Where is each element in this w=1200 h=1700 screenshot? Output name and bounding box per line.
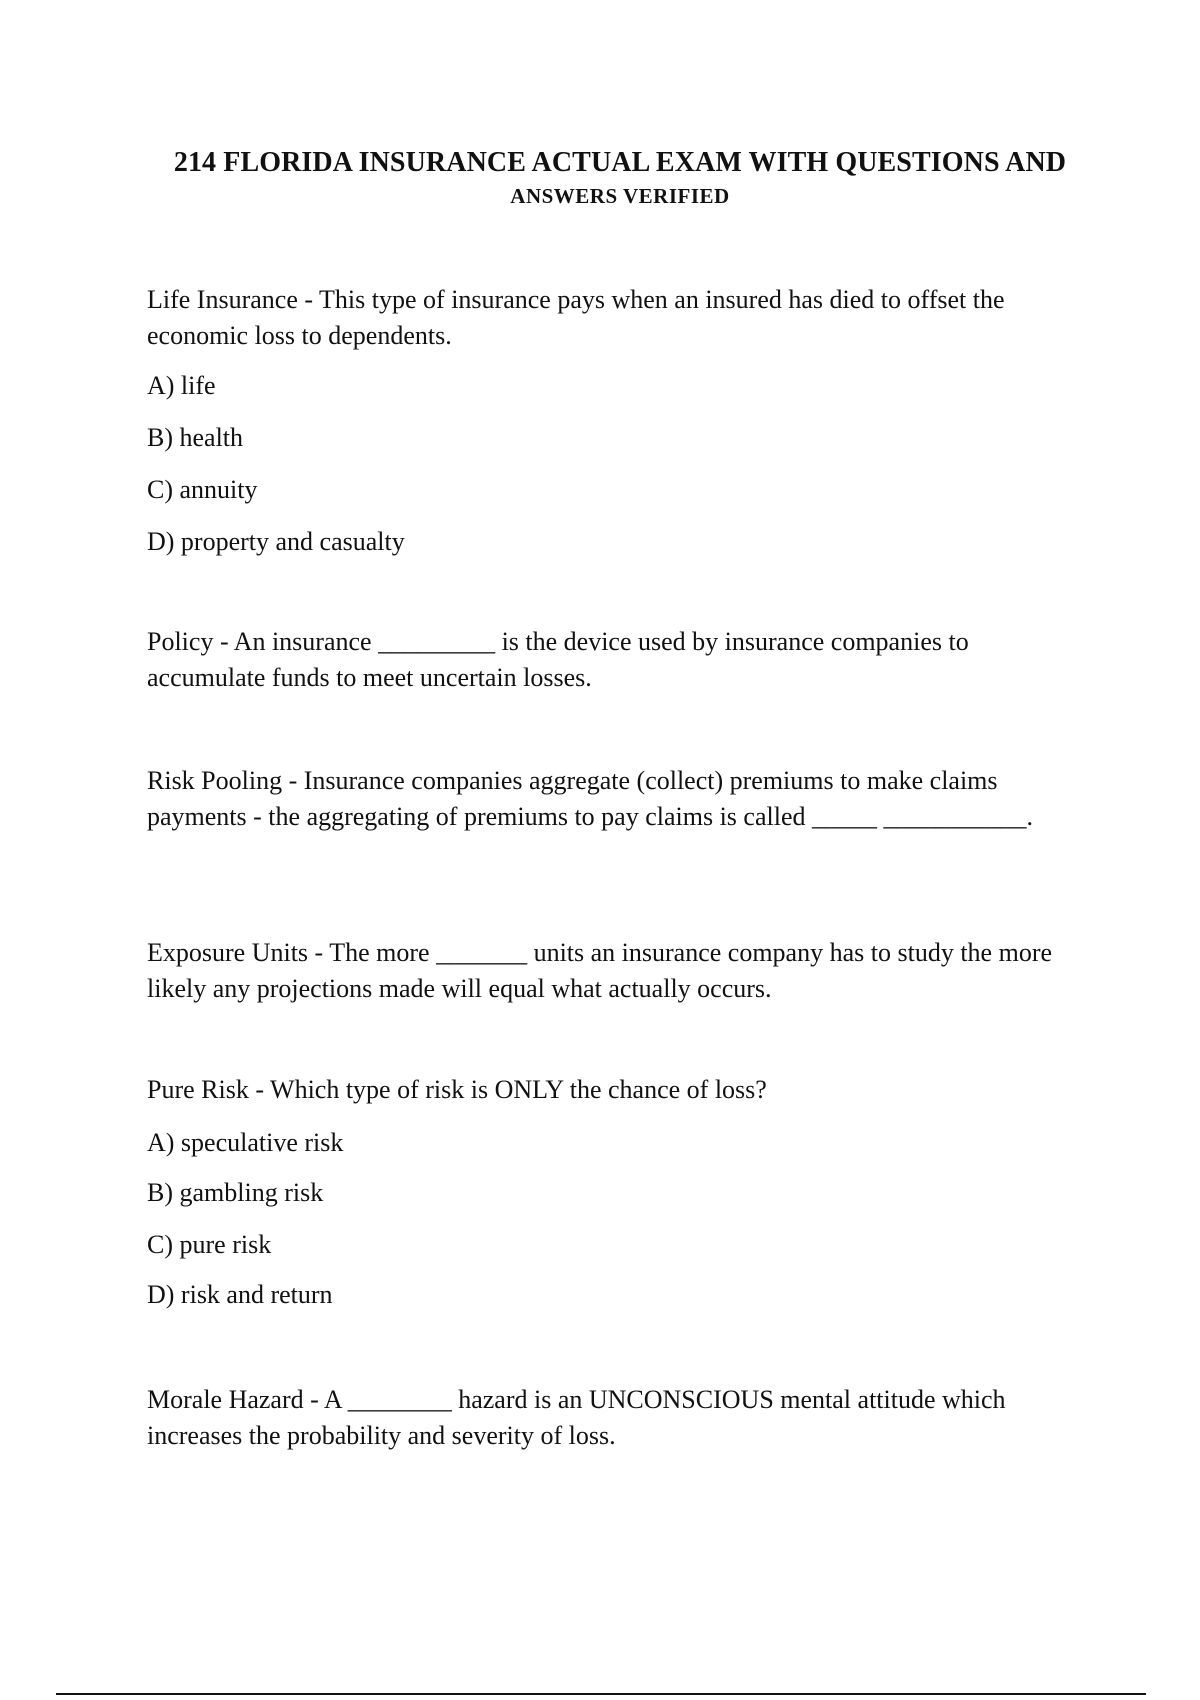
title-line-1: 214 FLORIDA INSURANCE ACTUAL EXAM WITH QUESTIONS AND bbox=[173, 147, 1067, 178]
title-line-2: ANSWERS VERIFIED bbox=[510, 184, 730, 208]
answer-option: C) annuity bbox=[147, 475, 258, 504]
answer-option: A) life bbox=[147, 371, 216, 400]
answer-option: B) gambling risk bbox=[147, 1178, 324, 1207]
footer-divider bbox=[56, 1693, 1146, 1695]
question-text: Exposure Units - The more _______ units an insurance company has to study the more likely any projections made will equal what actually occurs. bbox=[147, 938, 1053, 1003]
answer-option: B) health bbox=[147, 423, 244, 452]
answer-option: D) risk and return bbox=[147, 1280, 333, 1309]
answer-option: A) speculative risk bbox=[147, 1128, 344, 1157]
question-text: Life Insurance - This type of insurance pays when an insured has died to offset the economic loss to dependents. bbox=[147, 285, 1005, 350]
question-text: Risk Pooling - Insurance companies aggregate (collect) premiums to make claims payments - the aggregating of premiums to pay claims is called _____ ___________. bbox=[147, 766, 1033, 831]
question-text: Policy - An insurance _________ is the device used by insurance companies to accumulate funds to meet uncertain losses. bbox=[147, 627, 969, 692]
question-text: Pure Risk - Which type of risk is ONLY the chance of loss? bbox=[147, 1075, 767, 1104]
document-title bbox=[0, 146, 1200, 210]
answer-option: D) property and casualty bbox=[147, 527, 405, 556]
answer-option: C) pure risk bbox=[147, 1230, 272, 1259]
question-text: Morale Hazard - A ________ hazard is an UNCONSCIOUS mental attitude which increases the probability and severity of loss. bbox=[147, 1385, 1006, 1450]
